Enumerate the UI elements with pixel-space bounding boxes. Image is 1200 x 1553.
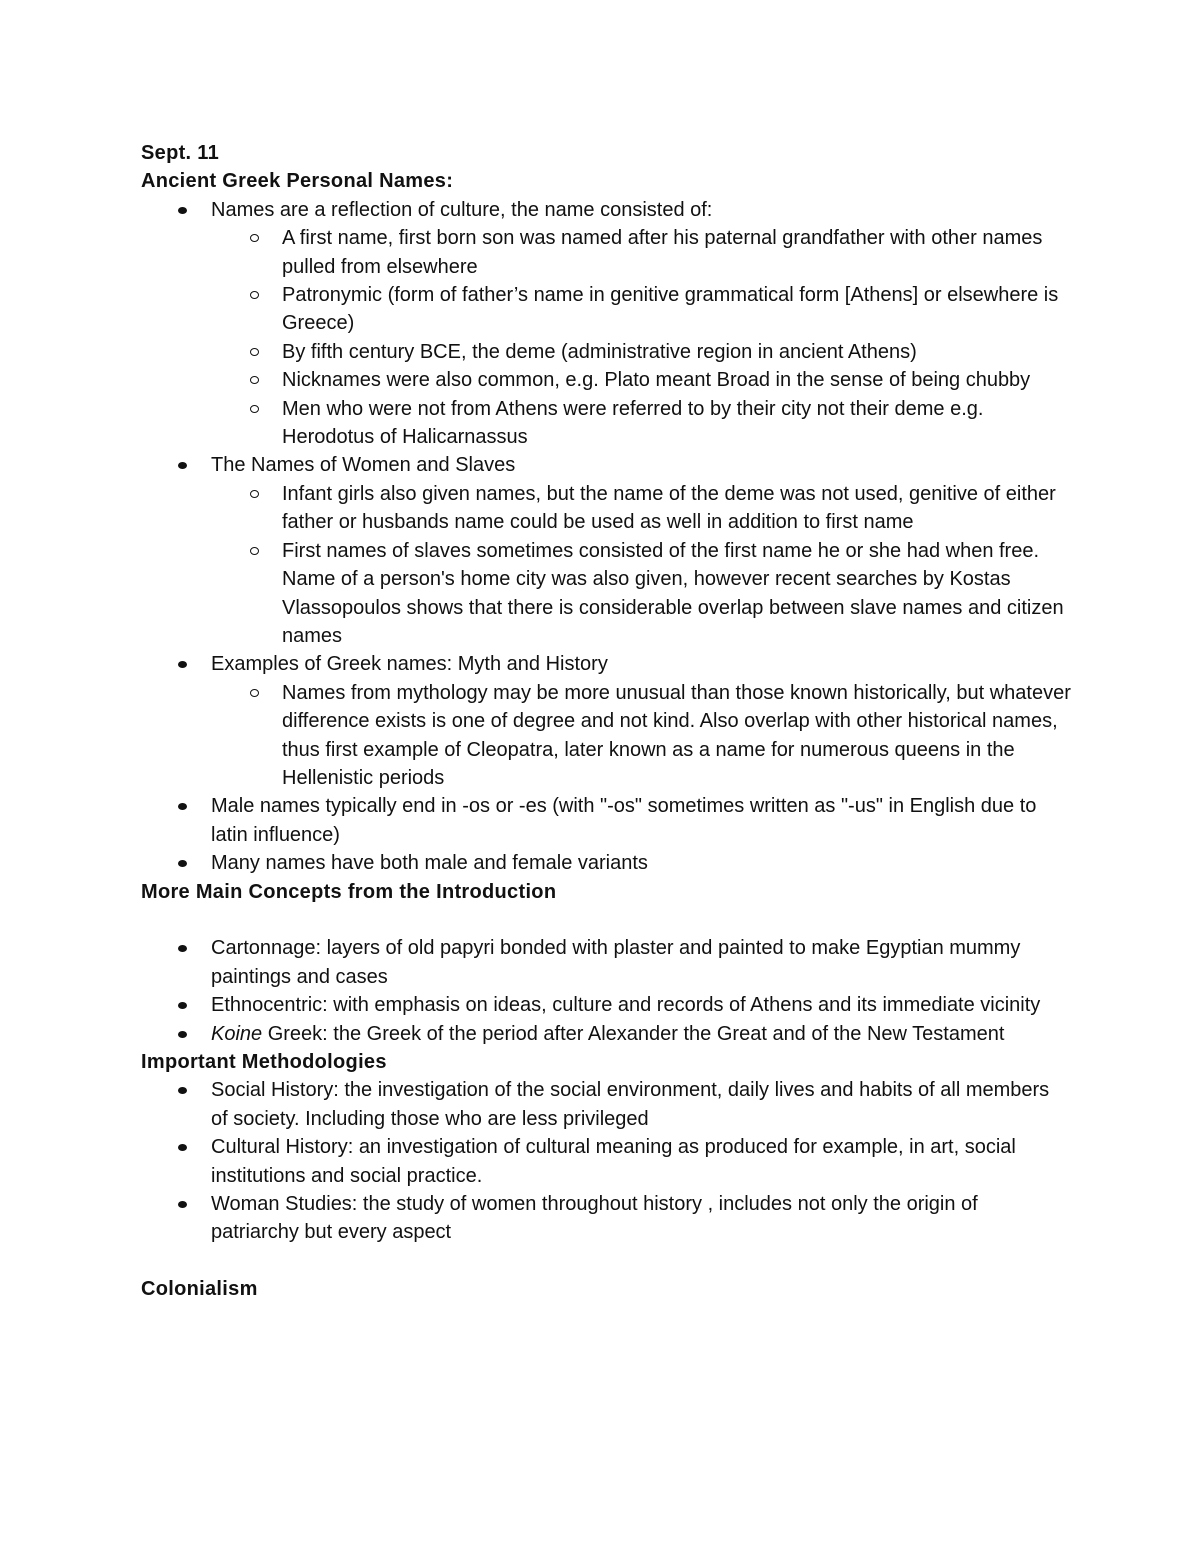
sub-list-item [141, 679, 1071, 793]
sub-list-item-text: Patronymic (form of father’s name in genitive grammatical form [Athens] or elsewhere is Greece) [282, 284, 1059, 335]
hollow-bullet-icon [250, 291, 259, 299]
list-item-text: Male names typically end in -os or -es (with "-os" sometimes written as "-us" in English due to latin influence) [211, 795, 1037, 846]
filled-bullet-icon [178, 661, 187, 668]
filled-bullet-icon [178, 1144, 187, 1151]
sub-list-item [141, 281, 1071, 338]
hollow-bullet-icon [250, 234, 259, 242]
sub-list-item [141, 338, 1071, 366]
filled-bullet-icon [178, 1002, 187, 1009]
koine-term: Koine [211, 1022, 263, 1045]
hollow-bullet-icon [250, 348, 259, 356]
sub-list-item-text: First names of slaves sometimes consisted of the first name he or she had when free. Name of a person's home city was also given, however recent searches by Kostas Vlassopoulos shows that there is considerable overlap between slave names and citizen names [282, 539, 1064, 647]
sub-list-item [141, 224, 1071, 281]
sub-list-item [141, 395, 1071, 452]
list-item-text: Greek: the Greek of the period after Alexander the Great and of the New Testament [262, 1022, 1005, 1045]
filled-bullet-icon [178, 945, 187, 952]
list-item [141, 1133, 1071, 1190]
filled-bullet-icon [178, 462, 187, 469]
list-item [141, 849, 1071, 877]
sub-list-item [141, 480, 1071, 537]
filled-bullet-icon [178, 803, 187, 810]
hollow-bullet-icon [250, 490, 259, 498]
list-item-text: Social History: the investigation of the social environment, daily lives and habits of all members of society. Including those who are less privileged [211, 1079, 1050, 1130]
list-item-text: Cultural History: an investigation of cultural meaning as produced for example, in art, social institutions and social practice. [211, 1136, 1016, 1187]
list-item [141, 650, 1071, 678]
filled-bullet-icon [178, 1031, 187, 1038]
sub-list-item [141, 537, 1071, 651]
list-item [141, 1020, 1071, 1048]
list-item [141, 1076, 1071, 1133]
blank-line [141, 1247, 1071, 1275]
filled-bullet-icon [178, 1087, 187, 1094]
hollow-bullet-icon [250, 376, 259, 384]
list-item-text: The Names of Women and Slaves [211, 454, 516, 477]
filled-bullet-icon [178, 860, 187, 867]
date-heading: Sept. 11 [141, 142, 219, 164]
sub-list-item-text: Men who were not from Athens were referred to by their city not their deme e.g. Herodotus of Halicarnassus [282, 397, 984, 449]
list-item-text: Names are a reflection of culture, the name consisted of: [211, 198, 713, 221]
filled-bullet-icon [178, 207, 187, 214]
document-page [141, 139, 1071, 1304]
list-item-text: Cartonnage: layers of old papyri bonded with plaster and painted to make Egyptian mummy paintings and cases [211, 937, 1021, 988]
section-heading-methodologies: Important Methodologies [141, 1050, 387, 1073]
hollow-bullet-icon [250, 547, 259, 555]
list-item [141, 196, 1071, 224]
list-item-text: Woman Studies: the study of women throughout history , includes not only the origin of patriarchy but every aspect [211, 1193, 978, 1244]
list-item-text: Many names have both male and female variants [211, 852, 648, 875]
sub-list-item-text: A first name, first born son was named after his paternal grandfather with other names pulled from elsewhere [282, 227, 1043, 278]
sub-list-item [141, 366, 1071, 394]
section-heading-colonialism: Colonialism [141, 1278, 258, 1301]
list-item [141, 451, 1071, 479]
section-heading-greek-names: Ancient Greek Personal Names: [141, 170, 454, 193]
list-item [141, 991, 1071, 1019]
sub-list-item-text: Names from mythology may be more unusual than those known historically, but whatever difference exists is one of degree and not kind. Also overlap with other historical names, thus first example of Cleopatra, later known as a name for numerous queens in the Hellenistic periods [282, 681, 1071, 789]
sub-list-item-text: Infant girls also given names, but the name of the deme was not used, genitive of either father or husbands name could be used as well in addition to first name [282, 482, 1056, 534]
list-item-text: Ethnocentric: with emphasis on ideas, culture and records of Athens and its immediate vicinity [211, 994, 1041, 1017]
filled-bullet-icon [178, 1201, 187, 1208]
list-item [141, 1190, 1071, 1247]
sub-list-item-text: Nicknames were also common, e.g. Plato meant Broad in the sense of being chubby [282, 369, 1031, 392]
hollow-bullet-icon [250, 405, 259, 413]
list-item-text: Examples of Greek names: Myth and History [211, 653, 608, 676]
section-heading-main-concepts: More Main Concepts from the Introduction [141, 880, 557, 903]
list-item [141, 792, 1071, 849]
blank-line [141, 906, 1071, 934]
sub-list-item-text: By fifth century BCE, the deme (administrative region in ancient Athens) [282, 340, 917, 363]
list-item [141, 934, 1071, 991]
hollow-bullet-icon [250, 689, 259, 697]
